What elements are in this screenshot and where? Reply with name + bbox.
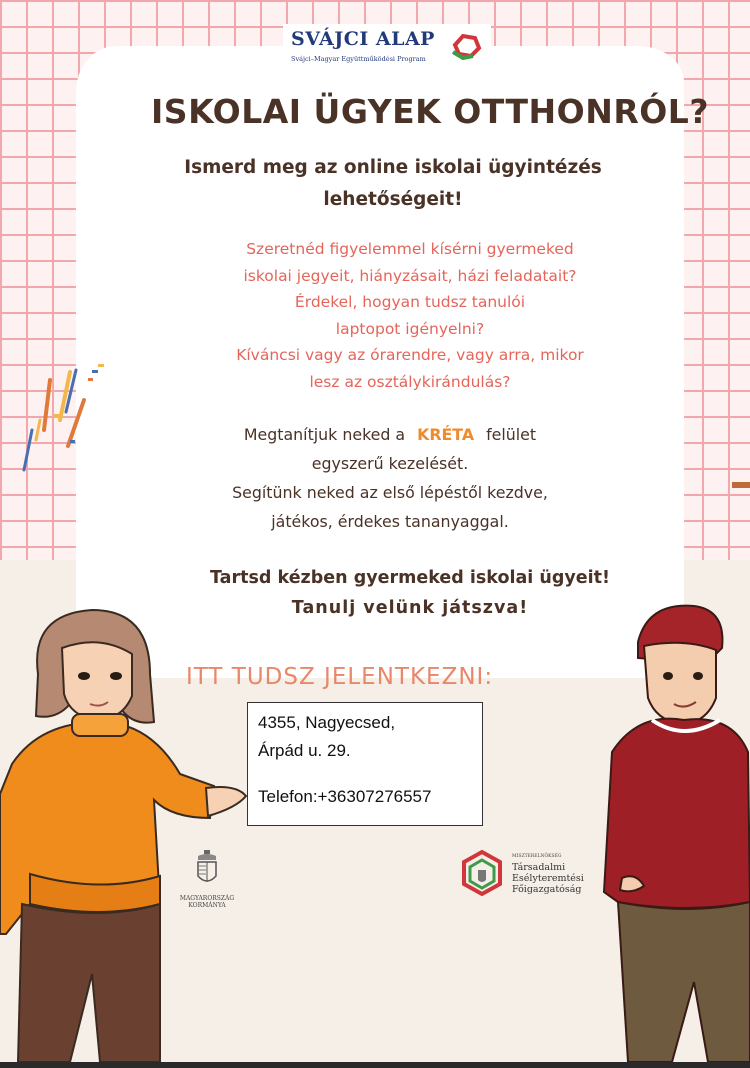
address-line: Árpád u. 29.: [258, 741, 351, 760]
cta-line: Tanulj velünk játszva!: [291, 598, 529, 618]
logo-title: SVÁJCI ALAP: [291, 28, 435, 50]
apply-heading: ITT TUDSZ JELENTKEZNI:: [186, 664, 494, 690]
subtitle-line: lehetőségeit!: [323, 189, 463, 210]
question-line: lesz az osztálykirándulás?: [309, 372, 511, 391]
question-line: Szeretnéd figyelemmel kísérni gyermeked: [246, 240, 574, 258]
phone-number: Telefon:+36307276557: [258, 787, 432, 806]
teach-line: Segítünk neked az első lépéstől kezdve,: [232, 483, 548, 502]
teach-line: [150, 420, 630, 449]
question-line: iskolai jegyeit, hiányzásait, házi feladatait?: [243, 266, 577, 285]
teach-line: egyszerű kezelését.: [311, 454, 469, 473]
subtitle-line: Ismerd meg az online iskolai ügyintézés: [184, 157, 602, 178]
subtitle: [100, 152, 686, 216]
confetti-decoration: [10, 360, 110, 480]
pencil-fragment-decoration: [730, 478, 750, 492]
tef-logo: [456, 846, 596, 906]
gov-logo-line: KORMÁNYA: [188, 902, 226, 909]
tef-name-line: Főigazgatóság: [512, 884, 582, 895]
gov-logo-line: MAGYARORSZÁG: [179, 895, 235, 902]
teach-line: játékos, érdekes tananyaggal.: [271, 512, 509, 531]
teach-block: [150, 420, 630, 536]
teach-line-end: felület: [486, 425, 537, 444]
address-line: 4355, Nagyecsed,: [258, 713, 396, 732]
tef-hexagon-icon: [456, 848, 508, 900]
woman-illustration: [0, 604, 250, 1062]
cta-line: Tartsd kézben gyermeked iskolai ügyeit!: [210, 568, 610, 588]
tef-name: [512, 862, 584, 895]
boy-illustration: [598, 602, 750, 1062]
svajci-alap-logo: [283, 24, 491, 68]
logo-mark-icon: [449, 30, 483, 60]
tef-small-text: MISZTERELNÖKSÉG: [512, 854, 562, 859]
questions-block: [110, 236, 710, 395]
page-title: ISKOLAI ÜGYEK OTTHONRÓL?: [151, 92, 709, 131]
teach-line-start: Megtanítjuk neked a: [243, 425, 406, 444]
tef-name-line: Társadalmi: [512, 862, 566, 873]
tef-name-line: Esélyteremtési: [512, 873, 584, 884]
address-box: [247, 702, 483, 826]
bottom-edge-bar: [0, 1062, 750, 1068]
logo-subtitle: Svájci–Magyar Együttműködési Program: [291, 55, 426, 63]
kreta-highlight: KRÉTA: [417, 425, 475, 444]
question-line: Érdekel, hogyan tudsz tanulói: [294, 293, 526, 311]
question-line: Kíváncsi vagy az órarendre, vagy arra, mikor: [236, 346, 584, 364]
question-line: laptopot igényelni?: [335, 319, 485, 338]
